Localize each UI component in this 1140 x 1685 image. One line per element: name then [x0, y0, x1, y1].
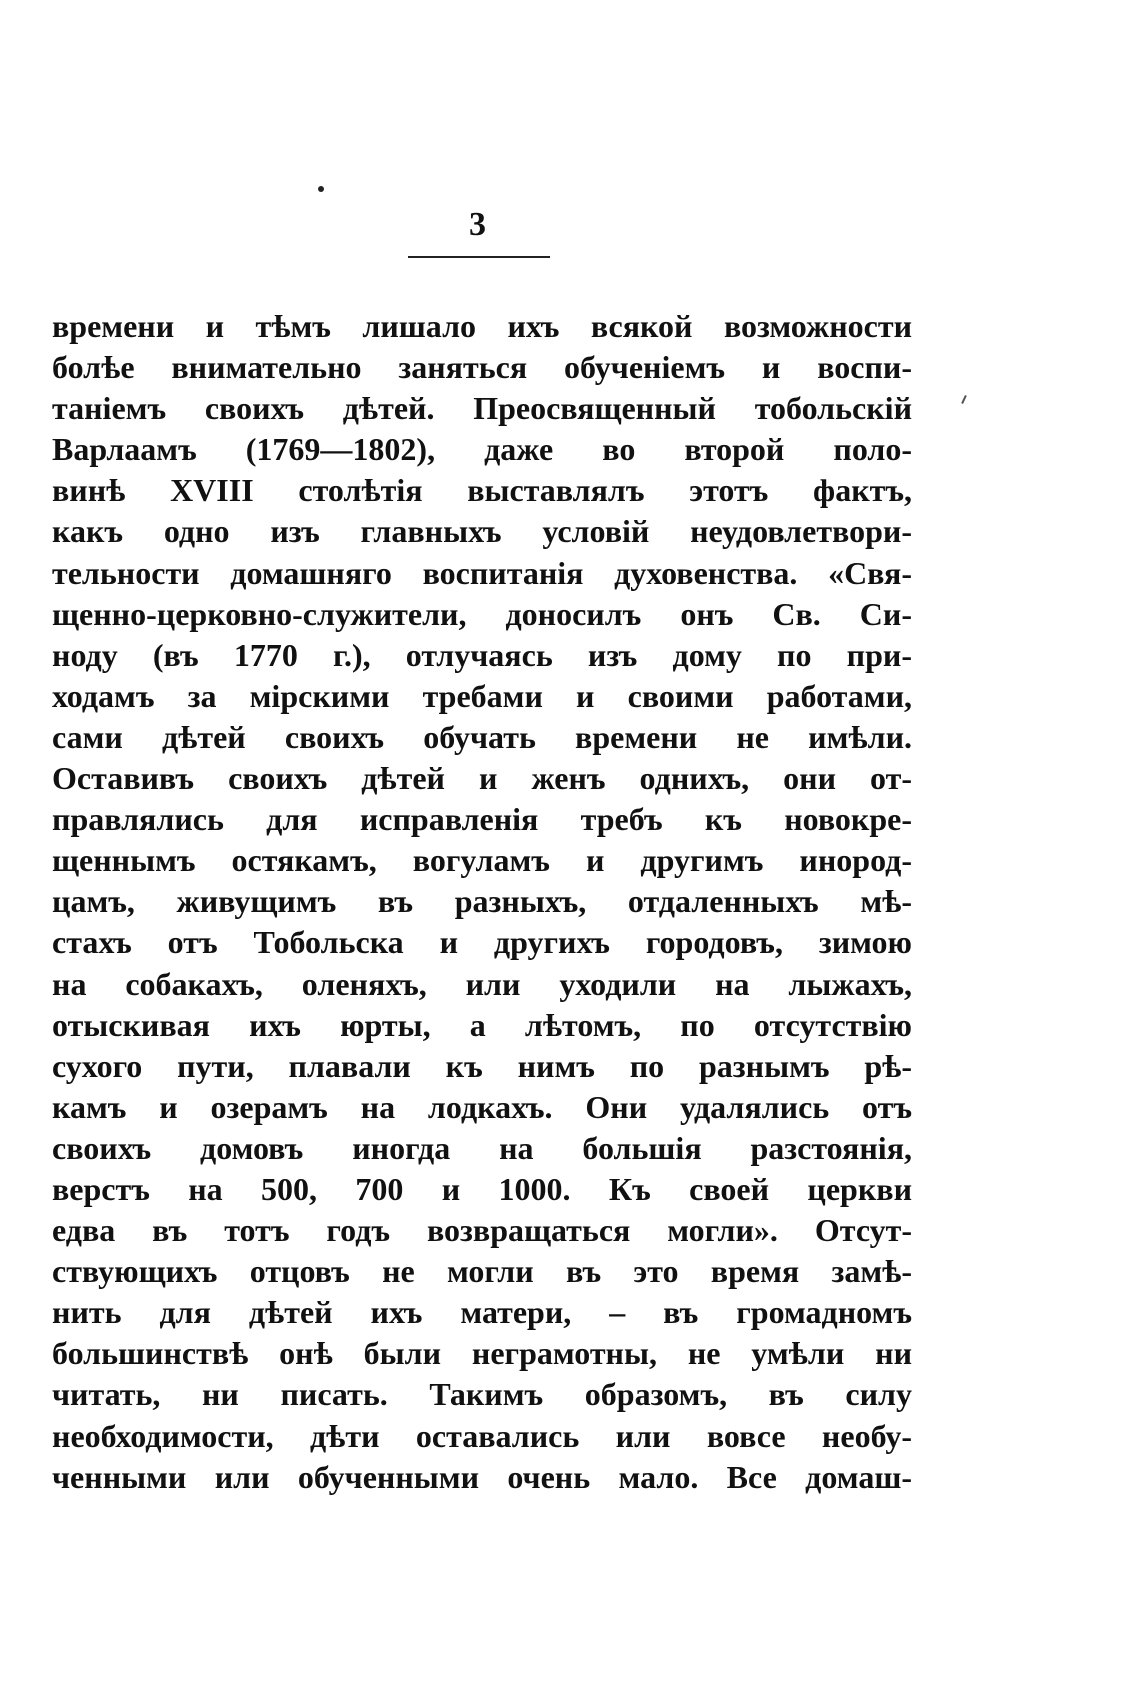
- text-line: ходамъ за мірскими требами и своими работами,: [52, 677, 912, 714]
- text-line: стахъ отъ Тобольска и другихъ городовъ, зимою: [52, 924, 912, 961]
- text-line: нить для дѣтей ихъ матери, – въ громадномъ: [52, 1294, 912, 1331]
- text-line: Оставивъ своихъ дѣтей и женъ однихъ, они от-: [52, 760, 912, 797]
- text-line: какъ одно изъ главныхъ условій неудовлетвори-: [52, 513, 912, 550]
- text-line: верстъ на 500, 700 и 1000. Къ своей церкви: [52, 1170, 912, 1207]
- text-line: камъ и озерамъ на лодкахъ. Они удалялись отъ: [52, 1088, 912, 1125]
- text-line: читать, ни писать. Такимъ образомъ, въ силу: [52, 1376, 912, 1413]
- text-line: отыскивая ихъ юрты, а лѣтомъ, по отсутствію: [52, 1006, 912, 1043]
- text-line: своихъ домовъ иногда на большія разстоянія,: [52, 1129, 912, 1166]
- body-text: [52, 306, 912, 1498]
- text-line: Варлаамъ (1769—1802), даже во второй поло-: [52, 431, 912, 468]
- text-line: ноду (въ 1770 г.), отлучаясь изъ дому по при-: [52, 636, 912, 673]
- text-line: необходимости, дѣти оставались или вовсе необу-: [52, 1417, 912, 1454]
- text-line: на собакахъ, оленяхъ, или уходили на лыжахъ,: [52, 965, 912, 1002]
- margin-mark: [961, 395, 967, 404]
- text-line: времени и тѣмъ лишало ихъ всякой возможности: [52, 308, 912, 344]
- text-line: ченными или обученными очень мало. Все домаш-: [52, 1458, 912, 1495]
- page-number: 3: [469, 206, 486, 243]
- text-line: винѣ XVIII столѣтія выставлялъ этотъ фактъ,: [52, 472, 912, 509]
- text-line: тельности домашняго воспитанія духовенства. «Свя-: [52, 554, 912, 591]
- page-number-rule: [408, 256, 550, 258]
- text-line: щенно-церковно-служители, доносилъ онъ Св. Си-: [52, 595, 912, 632]
- text-line: сами дѣтей своихъ обучать времени не имѣли.: [52, 718, 912, 755]
- text-line: сухого пути, плавали къ нимъ по разнымъ рѣ-: [52, 1047, 912, 1084]
- text-line: ствующихъ отцовъ не могли въ это время замѣ-: [52, 1253, 912, 1290]
- print-speck: [318, 186, 324, 192]
- text-line: таніемъ своихъ дѣтей. Преосвященный тобольскій: [52, 390, 912, 427]
- text-line: едва въ тотъ годъ возвращаться могли». Отсут-: [52, 1212, 912, 1249]
- text-line: большинствѣ онѣ были неграмотны, не умѣли ни: [52, 1335, 912, 1372]
- text-line: болѣе внимательно заняться обученіемъ и воспи-: [52, 349, 912, 386]
- text-line: цамъ, живущимъ въ разныхъ, отдаленныхъ мѣ-: [52, 883, 912, 920]
- text-line: щеннымъ остякамъ, вогуламъ и другимъ инород-: [52, 842, 912, 879]
- text-line: правлялись для исправленія требъ къ новокре-: [52, 801, 912, 838]
